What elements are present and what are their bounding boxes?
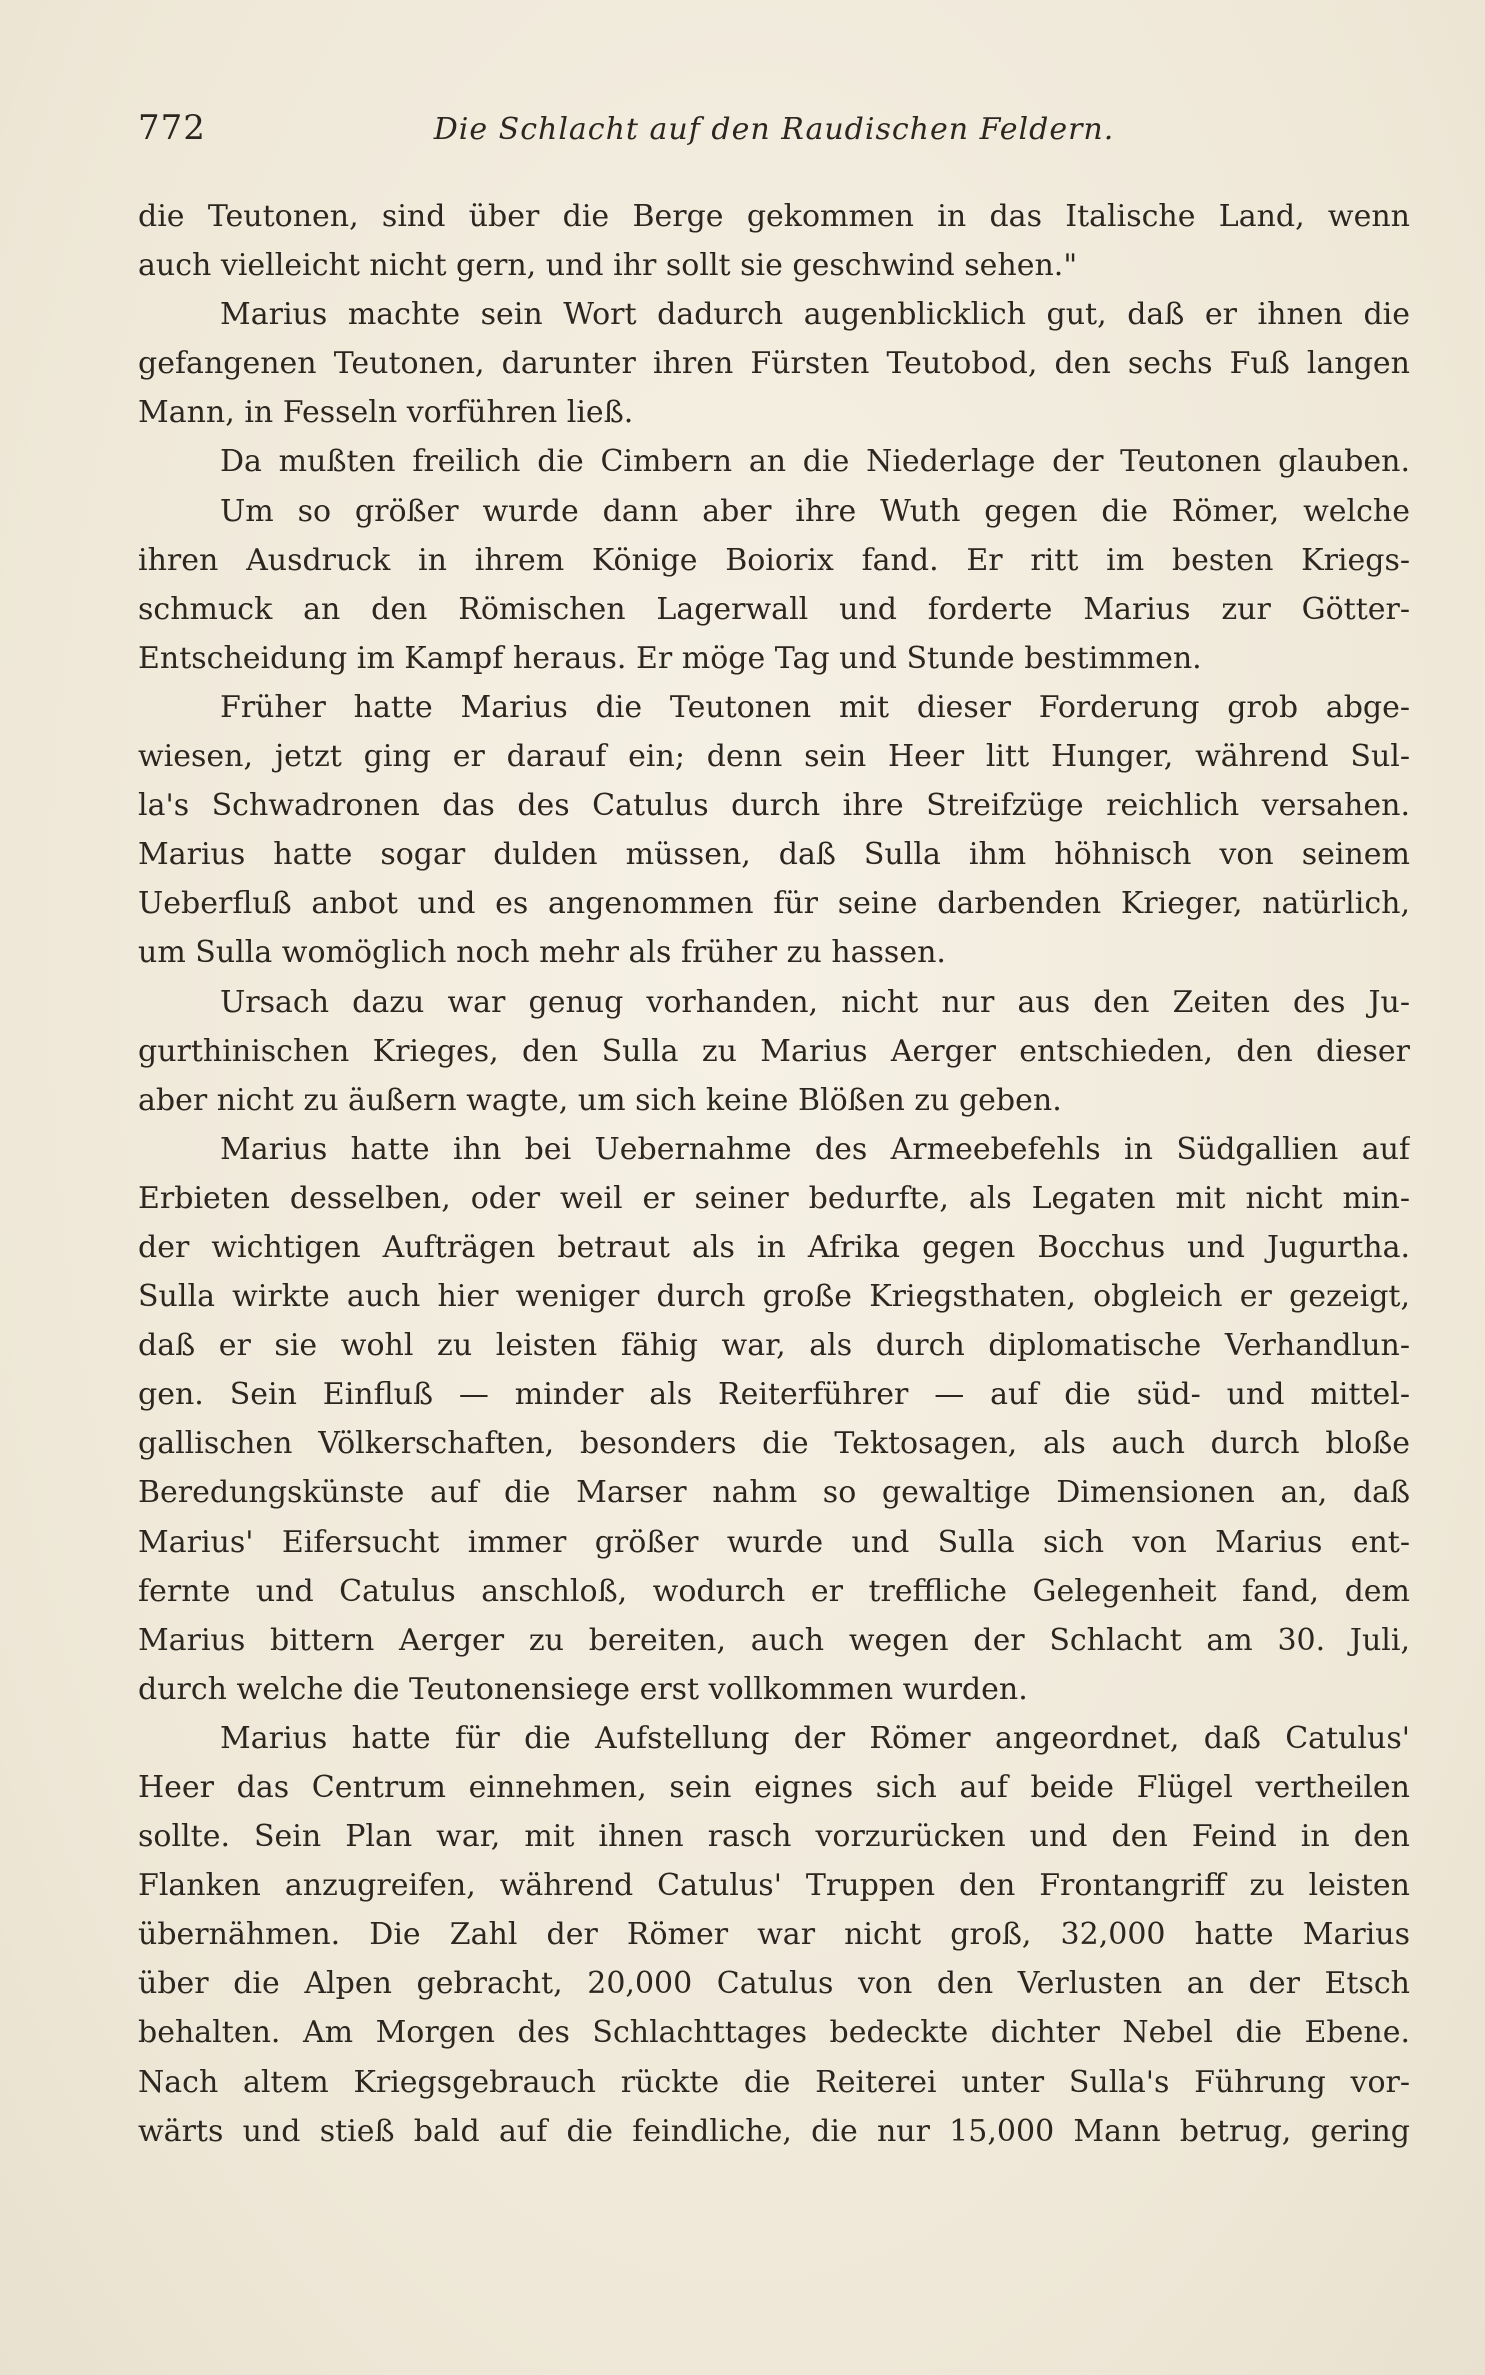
text-line: um Sulla womöglich noch mehr als früher zu hassen. [138, 935, 946, 971]
text-line: Mann, in Fesseln vorführen ließ. [138, 395, 634, 431]
text-line: Da mußten freilich die Cimbern an die Niederlage der Teutonen glauben. [220, 444, 1410, 480]
body-text [138, 192, 1410, 2156]
text-line: fernte und Catulus anschloß, wodurch er treffliche Gelegenheit fand, dem [138, 1573, 1410, 1609]
text-line: durch welche die Teutonensiege erst vollkommen wurden. [138, 1671, 1028, 1707]
page-header [138, 108, 1410, 158]
running-title: Die Schlacht auf den Raudischen Feldern. [433, 112, 1115, 147]
text-line: la's Schwadronen das des Catulus durch ihre Streifzüge reichlich versahen. [138, 788, 1410, 824]
text-line: Um so größer wurde dann aber ihre Wuth gegen die Römer, welche [220, 493, 1410, 529]
text-line: Marius machte sein Wort dadurch augenblicklich gut, daß er ihnen die [220, 297, 1410, 333]
text-line: Marius bittern Aerger zu bereiten, auch wegen der Schlacht am 30. Juli, [138, 1622, 1410, 1658]
text-line: Entscheidung im Kampf heraus. Er möge Tag und Stunde bestimmen. [138, 640, 1202, 676]
text-line: gen. Sein Einfluß — minder als Reiterführer — auf die süd- und mittel- [138, 1377, 1410, 1413]
text-line: gefangenen Teutonen, darunter ihren Fürsten Teutobod, den sechs Fuß langen [138, 346, 1410, 382]
text-line: sollte. Sein Plan war, mit ihnen rasch vorzurücken und den Feind in den [138, 1819, 1410, 1855]
text-line: Sulla wirkte auch hier weniger durch große Kriegsthaten, obgleich er gezeigt, [138, 1279, 1410, 1315]
text-line: auch vielleicht nicht gern, und ihr sollt sie geschwind sehen." [138, 248, 1078, 284]
text-line: wärts und stieß bald auf die feindliche, die nur 15,000 Mann betrug, gering [138, 2113, 1410, 2149]
text-line: Beredungskünste auf die Marser nahm so gewaltige Dimensionen an, daß [138, 1475, 1410, 1511]
text-line: der wichtigen Aufträgen betraut als in Afrika gegen Bocchus und Jugurtha. [138, 1229, 1410, 1265]
text-line: Marius' Eifersucht immer größer wurde und Sulla sich von Marius ent- [138, 1524, 1410, 1560]
text-line: behalten. Am Morgen des Schlachttages bedeckte dichter Nebel die Ebene. [138, 2015, 1410, 2051]
text-line: gallischen Völkerschaften, besonders die Tektosagen, als auch durch bloße [138, 1426, 1410, 1462]
text-line: schmuck an den Römischen Lagerwall und forderte Marius zur Götter- [138, 591, 1410, 627]
text-line: Heer das Centrum einnehmen, sein eignes sich auf beide Flügel vertheilen [138, 1770, 1410, 1805]
text-line: Nach altem Kriegsgebrauch rückte die Reiterei unter Sulla's Führung vor- [138, 2064, 1410, 2100]
text-line: Ursach dazu war genug vorhanden, nicht nur aus den Zeiten des Ju- [220, 984, 1410, 1020]
text-line: Marius hatte für die Aufstellung der Römer angeordnet, daß Catulus' [220, 1720, 1410, 1756]
text-line: die Teutonen, sind über die Berge gekommen in das Italische Land, wenn [138, 199, 1410, 234]
text-line: Früher hatte Marius die Teutonen mit dieser Forderung grob abge- [220, 689, 1410, 725]
text-line: Erbieten desselben, oder weil er seiner bedurfte, als Legaten mit nicht min- [138, 1180, 1410, 1216]
text-line: gurthinischen Krieges, den Sulla zu Marius Aerger entschieden, den dieser [138, 1033, 1410, 1069]
text-line: übernähmen. Die Zahl der Römer war nicht groß, 32,000 hatte Marius [138, 1917, 1410, 1953]
text-line: wiesen, jetzt ging er darauf ein; denn sein Heer litt Hunger, während Sul- [138, 739, 1410, 775]
text-line: Marius hatte sogar dulden müssen, daß Sulla ihm höhnisch von seinem [138, 837, 1410, 873]
text-line: über die Alpen gebracht, 20,000 Catulus von den Verlusten an der Etsch [138, 1966, 1410, 2002]
page-number: 772 [138, 108, 206, 148]
text-line: ihren Ausdruck in ihrem Könige Boiorix fand. Er ritt im besten Kriegs- [138, 542, 1410, 578]
text-line: Ueberfluß anbot und es angenommen für seine darbenden Krieger, natürlich, [138, 886, 1410, 922]
text-line: Marius hatte ihn bei Uebernahme des Armeebefehls in Südgallien auf [220, 1131, 1410, 1167]
text-line: daß er sie wohl zu leisten fähig war, als durch diplomatische Verhandlun- [138, 1328, 1410, 1364]
text-line: aber nicht zu äußern wagte, um sich keine Blößen zu geben. [138, 1082, 1062, 1118]
text-line: Flanken anzugreifen, während Catulus' Truppen den Frontangriff zu leisten [138, 1868, 1410, 1904]
